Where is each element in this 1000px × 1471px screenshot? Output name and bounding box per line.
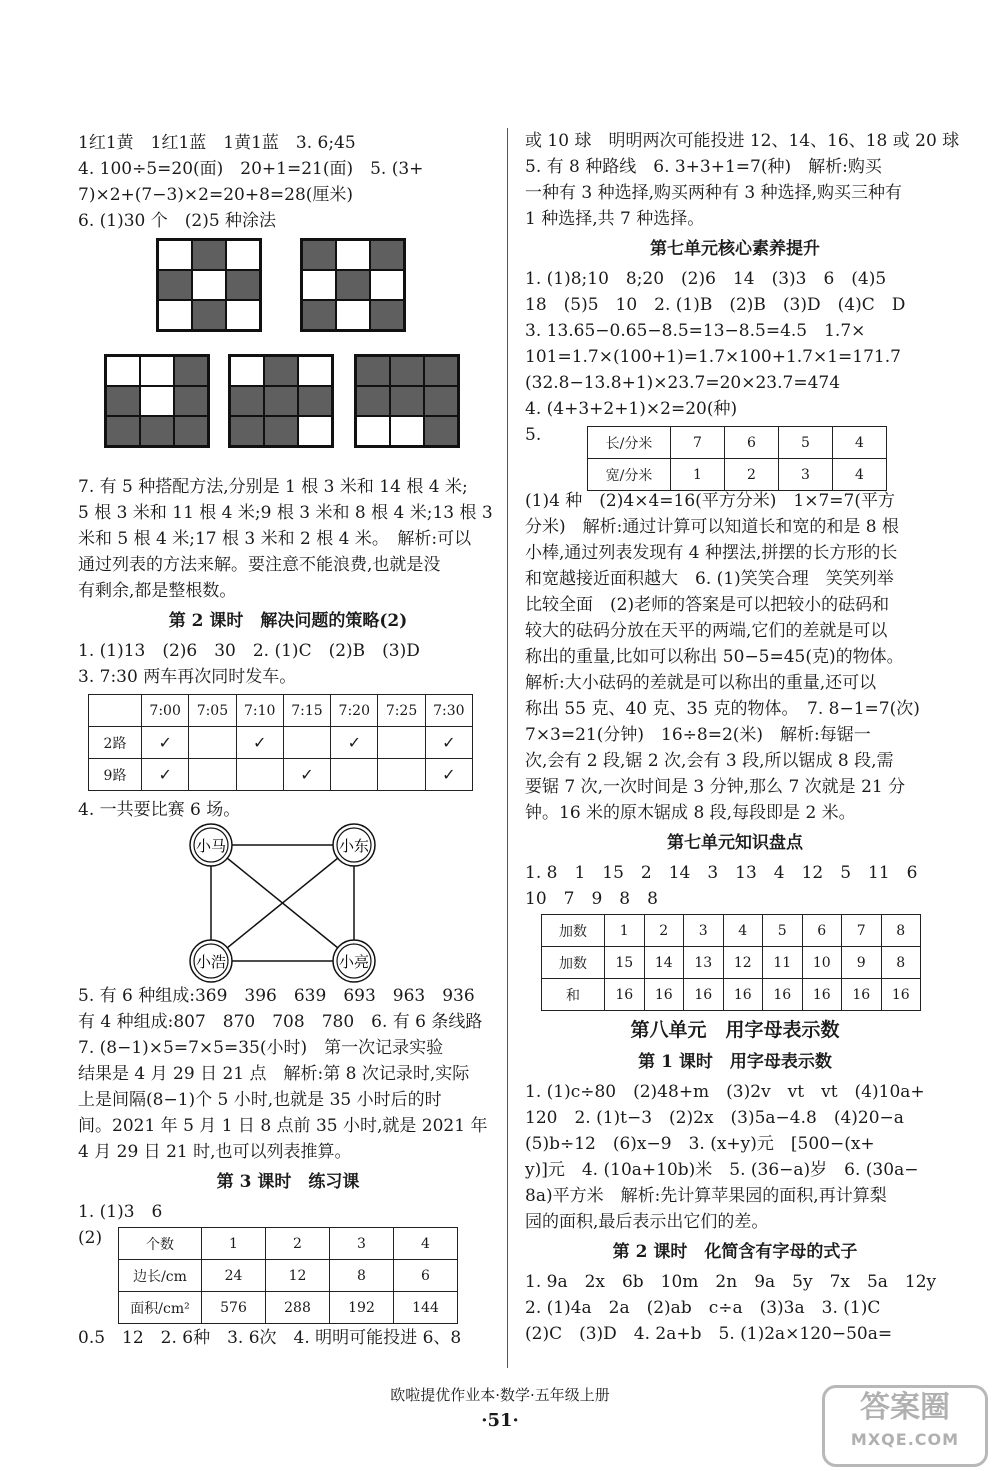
table-cell: 12 <box>266 1260 330 1292</box>
table-cell: 8 <box>881 915 921 947</box>
table-cell: 长/分米 <box>588 427 671 459</box>
node-xiaoma <box>190 824 232 866</box>
table-row <box>542 947 921 979</box>
check-mark <box>378 759 425 791</box>
text-line: (5)b÷12 (6)x−9 3. (x+y)元 [500−(x+ <box>525 1134 875 1154</box>
table-cell: 5 <box>779 427 833 459</box>
text-line: 和宽越接近面积越大 6. (1)笑笑合理 笑笑列举 <box>525 569 894 589</box>
text-line: (2)C (3)D 4. 2a+b 5. (1)2a×120−50a= <box>525 1324 893 1344</box>
text-line: 上是间隔(8−1)个 5 小时,也就是 35 小时后的时 <box>78 1090 442 1110</box>
text-line: (2) <box>78 1228 103 1248</box>
text-line: 7. 有 5 种搭配方法,分别是 1 根 3 米和 14 根 4 米; <box>78 477 468 497</box>
table-cell: 288 <box>266 1292 330 1324</box>
check-mark: ✓ <box>142 759 189 791</box>
match-diagram <box>78 823 498 983</box>
section-heading: 第七单元核心素养提升 <box>650 239 820 259</box>
text-line: 小棒,通过列表发现有 4 种摆法,拼摆的长方形的长 <box>525 543 898 563</box>
check-mark: ✓ <box>283 759 330 791</box>
table-cell: 9路 <box>89 759 142 791</box>
text-line: 要锯 7 次,一次时间是 3 分钟,那么 7 次就是 21 分 <box>525 777 906 797</box>
text-line: 7)×2+(7−3)×2=20+8=28(厘米) <box>78 185 354 205</box>
text-line: 5. <box>525 425 542 445</box>
text-line: 米和 5 根 4 米;17 根 3 米和 2 根 4 米。 解析:可以 <box>78 529 472 549</box>
text-line: 4 月 29 日 21 时,也可以列表推算。 <box>78 1142 352 1162</box>
text-line: 5 根 3 米和 11 根 4 米;9 根 3 米和 8 根 4 米;13 根 3 <box>78 503 493 523</box>
table-cell: 13 <box>684 947 724 979</box>
area-table <box>118 1227 458 1324</box>
table-cell: 7:20 <box>331 695 378 727</box>
svg-text:小亮: 小亮 <box>338 953 370 971</box>
table-cell: 7:25 <box>378 695 425 727</box>
table-cell: 1 <box>671 459 725 491</box>
check-mark <box>378 727 425 759</box>
check-mark <box>236 759 283 791</box>
table-cell: 加数 <box>542 947 605 979</box>
table-cell: 7:30 <box>425 695 472 727</box>
node-xiaohao <box>190 940 232 982</box>
svg-text:小浩: 小浩 <box>195 953 227 971</box>
text-line: 4. 一共要比赛 6 场。 <box>78 800 241 820</box>
text-line: 结果是 4 月 29 日 21 点 解析:第 8 次记录时,实际 <box>78 1064 470 1084</box>
text-line: (1)4 种 (2)4×4=16(平方分米) 1×7=7(平方 <box>525 491 895 511</box>
table-cell: 6 <box>725 427 779 459</box>
table-cell: 7:10 <box>236 695 283 727</box>
text-line: 称出 55 克、40 克、35 克的物体。 7. 8−1=7(次) <box>525 699 920 719</box>
table-cell: 11 <box>763 947 803 979</box>
text-line: 通过列表的方法来解。要注意不能浪费,也就是没 <box>78 555 441 575</box>
table-cell: 边长/cm <box>119 1260 202 1292</box>
table-cell: 2路 <box>89 727 142 759</box>
table-cell: 16 <box>842 979 882 1011</box>
text-line: 1. (1)3 6 <box>78 1202 163 1222</box>
section-heading: 第 2 课时 解决问题的策略(2) <box>168 611 408 631</box>
text-line: 1. 8 1 15 2 14 3 13 4 12 5 11 6 <box>525 863 918 883</box>
table-row <box>89 727 473 759</box>
rect-table-block <box>525 422 945 488</box>
text-line: 解析:大小砝码的差就是可以称出的重量,还可以 <box>525 673 877 693</box>
table-cell: 1 <box>605 915 645 947</box>
text-line: 120 2. (1)t−3 (2)2x (3)5a−4.8 (4)20−a <box>525 1108 904 1128</box>
check-mark: ✓ <box>331 727 378 759</box>
table-cell: 7 <box>842 915 882 947</box>
table-row <box>119 1228 458 1260</box>
book-footer: 欧啦提优作业本·数学·五年级上册 <box>390 1386 610 1404</box>
table-cell: 4 <box>723 915 763 947</box>
text-line: 101=1.7×(100+1)=1.7×100+1.7×1=171.7 <box>525 347 901 367</box>
text-line: 5. 有 6 种组成:369 396 639 693 963 936 <box>78 986 475 1006</box>
unit-heading: 第八单元 用字母表示数 <box>630 1019 840 1041</box>
table-cell: 2 <box>266 1228 330 1260</box>
table-cell: 14 <box>644 947 684 979</box>
coloring-grid <box>300 238 406 332</box>
column-divider <box>507 128 508 1368</box>
text-line: 1. (1)c÷80 (2)48+m (3)2v vt vt (4)10a+ <box>525 1082 925 1102</box>
table-cell: 3 <box>779 459 833 491</box>
coloring-figures <box>78 234 498 474</box>
text-line: 1. 9a 2x 6b 10m 2n 9a 5y 7x 5a 12y <box>525 1272 937 1292</box>
rect-table <box>587 426 887 491</box>
text-line: 1. (1)8;10 8;20 (2)6 14 (3)3 6 (4)5 <box>525 269 887 289</box>
coloring-grid <box>104 354 210 448</box>
text-line: 园的面积,最后表示出它们的差。 <box>525 1212 769 1232</box>
text-line: 2. (1)4a 2a (2)ab c÷a (3)3a 3. (1)C <box>525 1298 881 1318</box>
text-line: 4. (4+3+2+1)×2=20(种) <box>525 399 738 419</box>
table-row <box>89 759 473 791</box>
right-column <box>525 128 960 1347</box>
section-heading: 第 1 课时 用字母表示数 <box>638 1052 832 1072</box>
watermark-url: MXQE.COM <box>850 1430 960 1449</box>
table-cell: 4 <box>833 459 887 491</box>
page-number: ·51· <box>481 1410 519 1431</box>
section-heading: 第 3 课时 练习课 <box>216 1172 360 1192</box>
text-line: y)]元 4. (10a+10b)米 5. (36−a)岁 6. (30a− <box>525 1160 919 1180</box>
text-line: 较大的砝码分放在天平的两端,它们的差就是可以 <box>525 621 888 641</box>
watermark-logo <box>822 1385 988 1467</box>
table-cell: 24 <box>202 1260 266 1292</box>
check-mark: ✓ <box>425 727 472 759</box>
text-line: 1 种选择,共 7 种选择。 <box>525 209 705 229</box>
node-xiaoliang <box>333 940 375 982</box>
table-cell: 5 <box>763 915 803 947</box>
table-row <box>119 1260 458 1292</box>
table-cell: 个数 <box>119 1228 202 1260</box>
table-cell: 7:05 <box>189 695 236 727</box>
svg-text:小东: 小东 <box>338 837 370 855</box>
check-mark <box>283 727 330 759</box>
table-cell: 16 <box>723 979 763 1011</box>
table-row <box>588 459 887 491</box>
text-line: 次,会有 2 段,锯 2 次,会有 3 段,所以锯成 8 段,需 <box>525 751 894 771</box>
table-cell: 4 <box>394 1228 458 1260</box>
table-cell: 16 <box>605 979 645 1011</box>
table-cell: 9 <box>842 947 882 979</box>
table-cell: 12 <box>723 947 763 979</box>
table-row <box>119 1292 458 1324</box>
table-cell: 1 <box>202 1228 266 1260</box>
check-mark <box>331 759 378 791</box>
text-line: 或 10 球 明明两次可能投进 12、14、16、18 或 20 球 <box>525 131 960 151</box>
text-line: 间。2021 年 5 月 1 日 8 点前 35 小时,就是 2021 年 <box>78 1116 488 1136</box>
coloring-grid <box>156 238 262 332</box>
section-heading: 第 2 课时 化简含有字母的式子 <box>612 1242 858 1262</box>
table-cell: 7 <box>671 427 725 459</box>
text-line: 分米) 解析:通过计算可以知道长和宽的和是 8 根 <box>525 517 899 537</box>
text-line: 8a)平方米 解析:先计算苹果园的面积,再计算梨 <box>525 1186 887 1206</box>
check-mark: ✓ <box>142 727 189 759</box>
text-line: 6. (1)30 个 (2)5 种涂法 <box>78 211 277 231</box>
table-cell: 192 <box>330 1292 394 1324</box>
table-row <box>542 979 921 1011</box>
table-cell: 2 <box>644 915 684 947</box>
table-cell: 6 <box>394 1260 458 1292</box>
text-line: 7. (8−1)×5=7×5=35(小时) 第一次记录实验 <box>78 1038 444 1058</box>
table-row <box>588 427 887 459</box>
text-line: 比较全面 (2)老师的答案是可以把较小的砝码和 <box>525 595 890 615</box>
table-cell: 10 <box>802 947 842 979</box>
table-cell: 7:00 <box>142 695 189 727</box>
text-line: 7×3=21(分钟) 16÷8=2(米) 解析:每锯一 <box>525 725 871 745</box>
table-cell: 面积/cm² <box>119 1292 202 1324</box>
text-line: 钟。16 米的原木锯成 8 段,每段即是 2 米。 <box>525 803 856 823</box>
coloring-grid <box>228 354 334 448</box>
table-cell: 16 <box>881 979 921 1011</box>
text-line: (32.8−13.8+1)×23.7=20×23.7=474 <box>525 373 841 393</box>
table-cell: 加数 <box>542 915 605 947</box>
text-line: 18 (5)5 10 2. (1)B (2)B (3)D (4)C D <box>525 295 906 315</box>
check-mark: ✓ <box>236 727 283 759</box>
section-heading: 第七单元知识盘点 <box>667 833 803 853</box>
table-cell: 2 <box>725 459 779 491</box>
table-cell: 16 <box>644 979 684 1011</box>
check-mark: ✓ <box>425 759 472 791</box>
text-line: 1. (1)13 (2)6 30 2. (1)C (2)B (3)D <box>78 641 420 661</box>
table-cell: 144 <box>394 1292 458 1324</box>
sum-table <box>541 914 921 1011</box>
text-line: 10 7 9 8 8 <box>525 889 658 909</box>
check-mark <box>189 759 236 791</box>
text-line: 3. 13.65−0.65−8.5=13−8.5=4.5 1.7× <box>525 321 866 341</box>
node-xiaodong <box>333 824 375 866</box>
text-line: 有 4 种组成:807 870 708 780 6. 有 6 条线路 <box>78 1012 483 1032</box>
coloring-grid <box>354 354 460 448</box>
table-cell: 和 <box>542 979 605 1011</box>
table-cell: 15 <box>605 947 645 979</box>
table-cell: 3 <box>684 915 724 947</box>
watermark-text: 答案圈 <box>860 1390 950 1425</box>
table-cell: 16 <box>802 979 842 1011</box>
table-cell: 4 <box>833 427 887 459</box>
text-line: 一种有 3 种选择,购买两种有 3 种选择,购买三种有 <box>525 183 903 203</box>
table-row <box>542 915 921 947</box>
text-line: 3. 7:30 两车再次同时发车。 <box>78 667 297 687</box>
text-line: 0.5 12 2. 6种 3. 6次 4. 明明可能投进 6、8 <box>78 1328 462 1348</box>
text-line: 1红1黄 1红1蓝 1黄1蓝 3. 6;45 <box>78 133 356 153</box>
check-mark <box>189 727 236 759</box>
left-column <box>78 130 498 1351</box>
text-line: 5. 有 8 种路线 6. 3+3+1=7(种) 解析:购买 <box>525 157 882 177</box>
table-cell: 宽/分米 <box>588 459 671 491</box>
text-line: 4. 100÷5=20(面) 20+1=21(面) 5. (3+ <box>78 159 424 179</box>
bus-schedule-table <box>88 694 473 791</box>
text-line: 称出的重量,比如可以称出 50−5=45(克)的物体。 <box>525 647 904 667</box>
area-table-block <box>78 1225 498 1325</box>
table-cell: 3 <box>330 1228 394 1260</box>
table-cell: 6 <box>802 915 842 947</box>
table-cell: 16 <box>684 979 724 1011</box>
table-row <box>89 695 473 727</box>
table-cell: 7:15 <box>283 695 330 727</box>
table-cell: 8 <box>330 1260 394 1292</box>
table-cell: 576 <box>202 1292 266 1324</box>
text-line: 有剩余,都是整根数。 <box>78 581 237 601</box>
table-cell: 16 <box>763 979 803 1011</box>
table-cell: 8 <box>881 947 921 979</box>
svg-text:小马: 小马 <box>195 837 227 855</box>
